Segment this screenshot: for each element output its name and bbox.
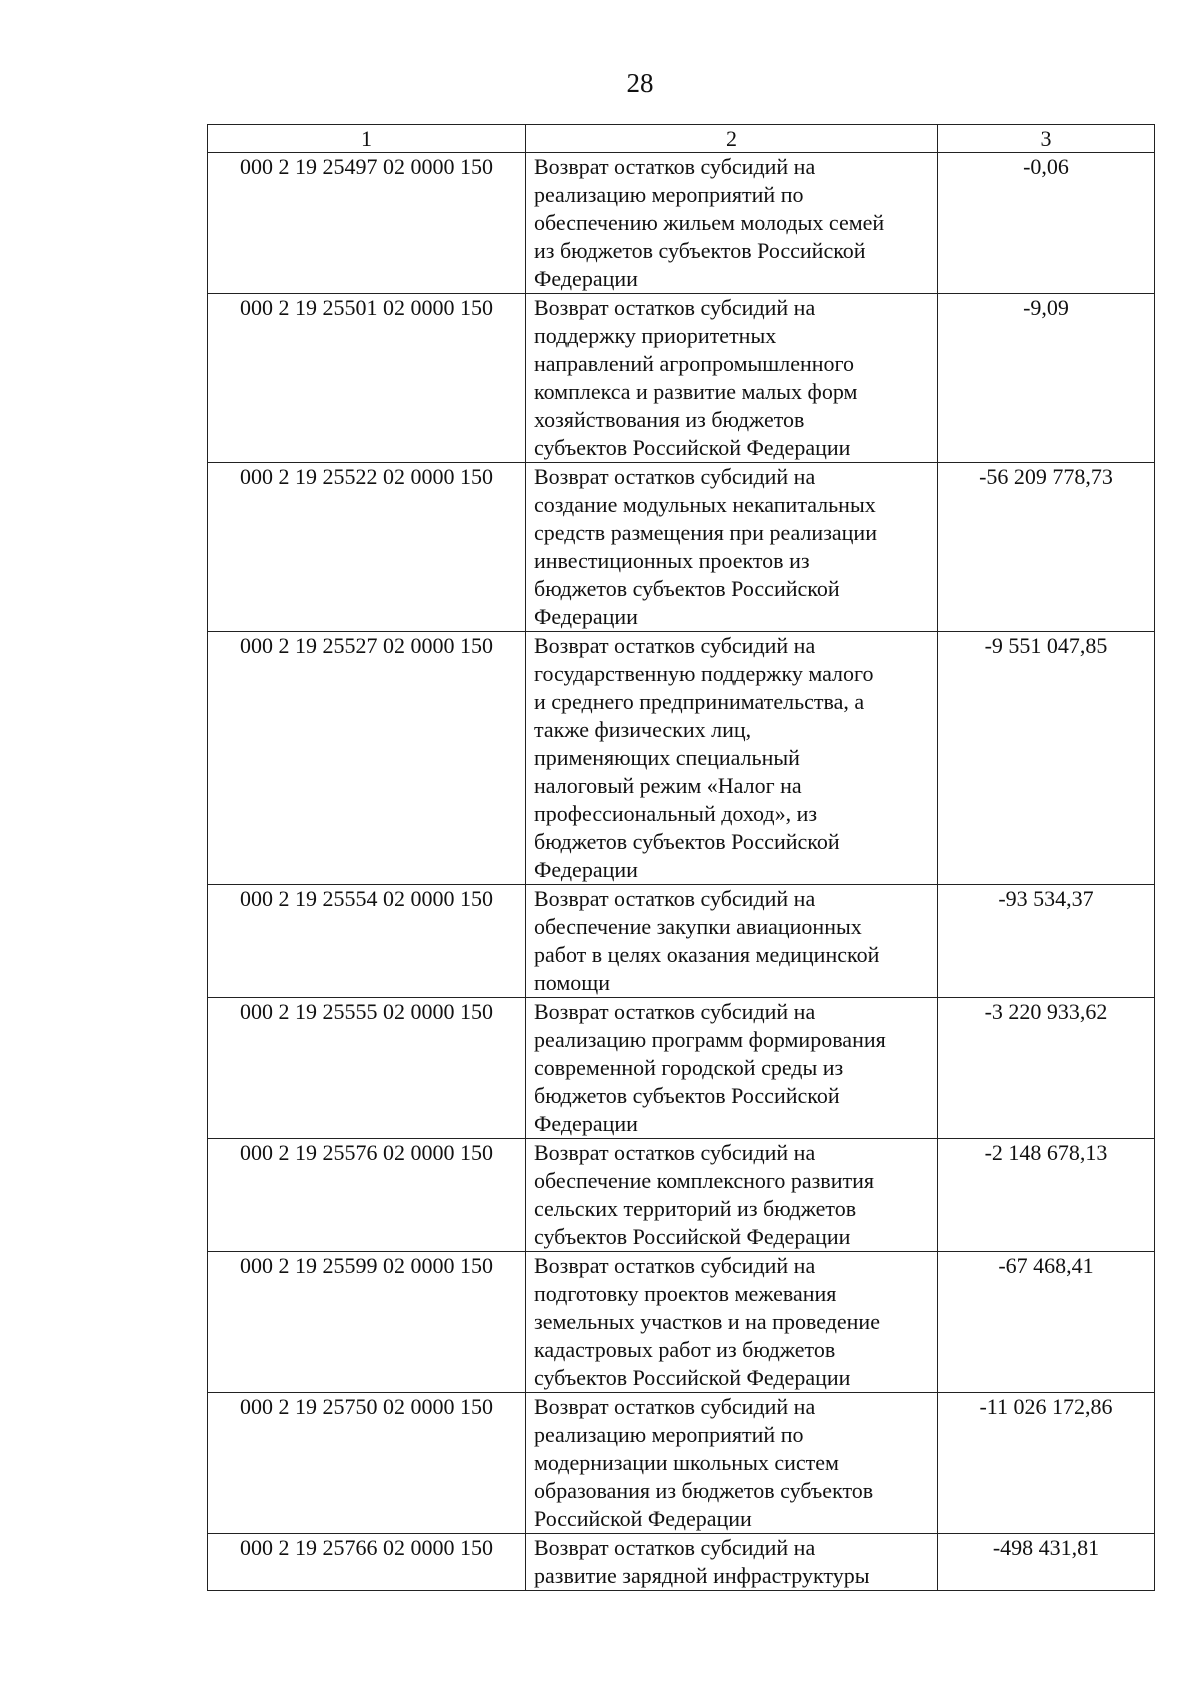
description-line: реализацию мероприятий по — [534, 1422, 804, 1447]
description-line: Федерации — [534, 857, 638, 882]
description-line: субъектов Российской Федерации — [534, 1365, 851, 1390]
description-line: помощи — [534, 970, 610, 995]
amount-cell: -67 468,41 — [938, 1252, 1155, 1393]
description-line: обеспечение закупки авиационных — [534, 914, 862, 939]
description-cell — [526, 153, 938, 294]
description-line: поддержку приоритетных — [534, 323, 777, 348]
table-body — [208, 125, 1155, 1591]
table-row — [208, 1252, 1155, 1393]
description-line: земельных участков и на проведение — [534, 1309, 880, 1334]
description-line: модернизации школьных систем — [534, 1450, 839, 1475]
description-line: подготовку проектов межевания — [534, 1281, 837, 1306]
budget-code-cell: 000 2 19 25527 02 0000 150 — [208, 632, 526, 885]
table-row — [208, 1393, 1155, 1534]
table-row — [208, 998, 1155, 1139]
amount-cell: -9,09 — [938, 294, 1155, 463]
description-line: кадастровых работ из бюджетов — [534, 1337, 836, 1362]
table-row — [208, 1534, 1155, 1591]
description-cell — [526, 998, 938, 1139]
budget-code-cell: 000 2 19 25497 02 0000 150 — [208, 153, 526, 294]
column-header: 2 — [526, 125, 938, 153]
description-cell — [526, 1139, 938, 1252]
description-cell — [526, 1534, 938, 1591]
description-line: комплекса и развитие малых форм — [534, 379, 858, 404]
description-line: применяющих специальный — [534, 745, 800, 770]
description-line: из бюджетов субъектов Российской — [534, 238, 866, 263]
table-row — [208, 885, 1155, 998]
table-row — [208, 294, 1155, 463]
amount-cell: -0,06 — [938, 153, 1155, 294]
budget-code-cell: 000 2 19 25555 02 0000 150 — [208, 998, 526, 1139]
description-line: сельских территорий из бюджетов — [534, 1196, 857, 1221]
description-line: Российской Федерации — [534, 1506, 752, 1531]
description-line: бюджетов субъектов Российской — [534, 1083, 840, 1108]
description-line: налоговый режим «Налог на — [534, 773, 802, 798]
column-header: 3 — [938, 125, 1155, 153]
description-line: Возврат остатков субсидий на — [534, 633, 816, 658]
description-line: средств размещения при реализации — [534, 520, 877, 545]
description-line: работ в целях оказания медицинской — [534, 942, 880, 967]
description-cell — [526, 463, 938, 632]
description-cell — [526, 632, 938, 885]
description-line: образования из бюджетов субъектов — [534, 1478, 874, 1503]
description-line: государственную поддержку малого — [534, 661, 874, 686]
description-line: Федерации — [534, 604, 638, 629]
description-line: обеспечению жильем молодых семей — [534, 210, 885, 235]
description-line: Возврат остатков субсидий на — [534, 1394, 816, 1419]
amount-cell: -3 220 933,62 — [938, 998, 1155, 1139]
budget-table — [207, 124, 1155, 1591]
budget-code-cell: 000 2 19 25522 02 0000 150 — [208, 463, 526, 632]
description-line: субъектов Российской Федерации — [534, 1224, 851, 1249]
amount-cell: -11 026 172,86 — [938, 1393, 1155, 1534]
amount-cell: -56 209 778,73 — [938, 463, 1155, 632]
description-line: Федерации — [534, 1111, 638, 1136]
description-line: реализацию мероприятий по — [534, 182, 804, 207]
description-line: Возврат остатков субсидий на — [534, 999, 816, 1024]
description-line: субъектов Российской Федерации — [534, 435, 851, 460]
description-line: современной городской среды из — [534, 1055, 844, 1080]
description-line: бюджетов субъектов Российской — [534, 576, 840, 601]
description-line: развитие зарядной инфраструктуры — [534, 1563, 870, 1588]
description-line: профессиональный доход», из — [534, 801, 818, 826]
description-cell — [526, 885, 938, 998]
description-line: направлений агропромышленного — [534, 351, 854, 376]
budget-code-cell: 000 2 19 25576 02 0000 150 — [208, 1139, 526, 1252]
budget-code-cell: 000 2 19 25750 02 0000 150 — [208, 1393, 526, 1534]
table-row — [208, 463, 1155, 632]
column-header: 1 — [208, 125, 526, 153]
budget-code-cell: 000 2 19 25554 02 0000 150 — [208, 885, 526, 998]
page-number: 28 — [626, 68, 654, 98]
table-row — [208, 632, 1155, 885]
description-line: Федерации — [534, 266, 638, 291]
description-line: Возврат остатков субсидий на — [534, 1140, 816, 1165]
amount-cell: -9 551 047,85 — [938, 632, 1155, 885]
description-cell — [526, 1393, 938, 1534]
description-line: Возврат остатков субсидий на — [534, 1253, 816, 1278]
description-cell — [526, 294, 938, 463]
description-line: создание модульных некапитальных — [534, 492, 876, 517]
description-line: Возврат остатков субсидий на — [534, 1535, 816, 1560]
description-line: инвестиционных проектов из — [534, 548, 810, 573]
budget-code-cell: 000 2 19 25501 02 0000 150 — [208, 294, 526, 463]
description-line: Возврат остатков субсидий на — [534, 154, 816, 179]
description-line: реализацию программ формирования — [534, 1027, 886, 1052]
budget-code-cell: 000 2 19 25599 02 0000 150 — [208, 1252, 526, 1393]
description-line: Возврат остатков субсидий на — [534, 295, 816, 320]
table-header-row — [208, 125, 1155, 153]
budget-code-cell: 000 2 19 25766 02 0000 150 — [208, 1534, 526, 1591]
description-line: и среднего предпринимательства, а — [534, 689, 865, 714]
description-line: обеспечение комплексного развития — [534, 1168, 874, 1193]
amount-cell: -498 431,81 — [938, 1534, 1155, 1591]
table-row — [208, 1139, 1155, 1252]
amount-cell: -93 534,37 — [938, 885, 1155, 998]
description-line: Возврат остатков субсидий на — [534, 886, 816, 911]
description-line: Возврат остатков субсидий на — [534, 464, 816, 489]
description-line: также физических лиц, — [534, 717, 752, 742]
description-line: хозяйствования из бюджетов — [534, 407, 805, 432]
amount-cell: -2 148 678,13 — [938, 1139, 1155, 1252]
table-row — [208, 153, 1155, 294]
description-cell — [526, 1252, 938, 1393]
description-line: бюджетов субъектов Российской — [534, 829, 840, 854]
